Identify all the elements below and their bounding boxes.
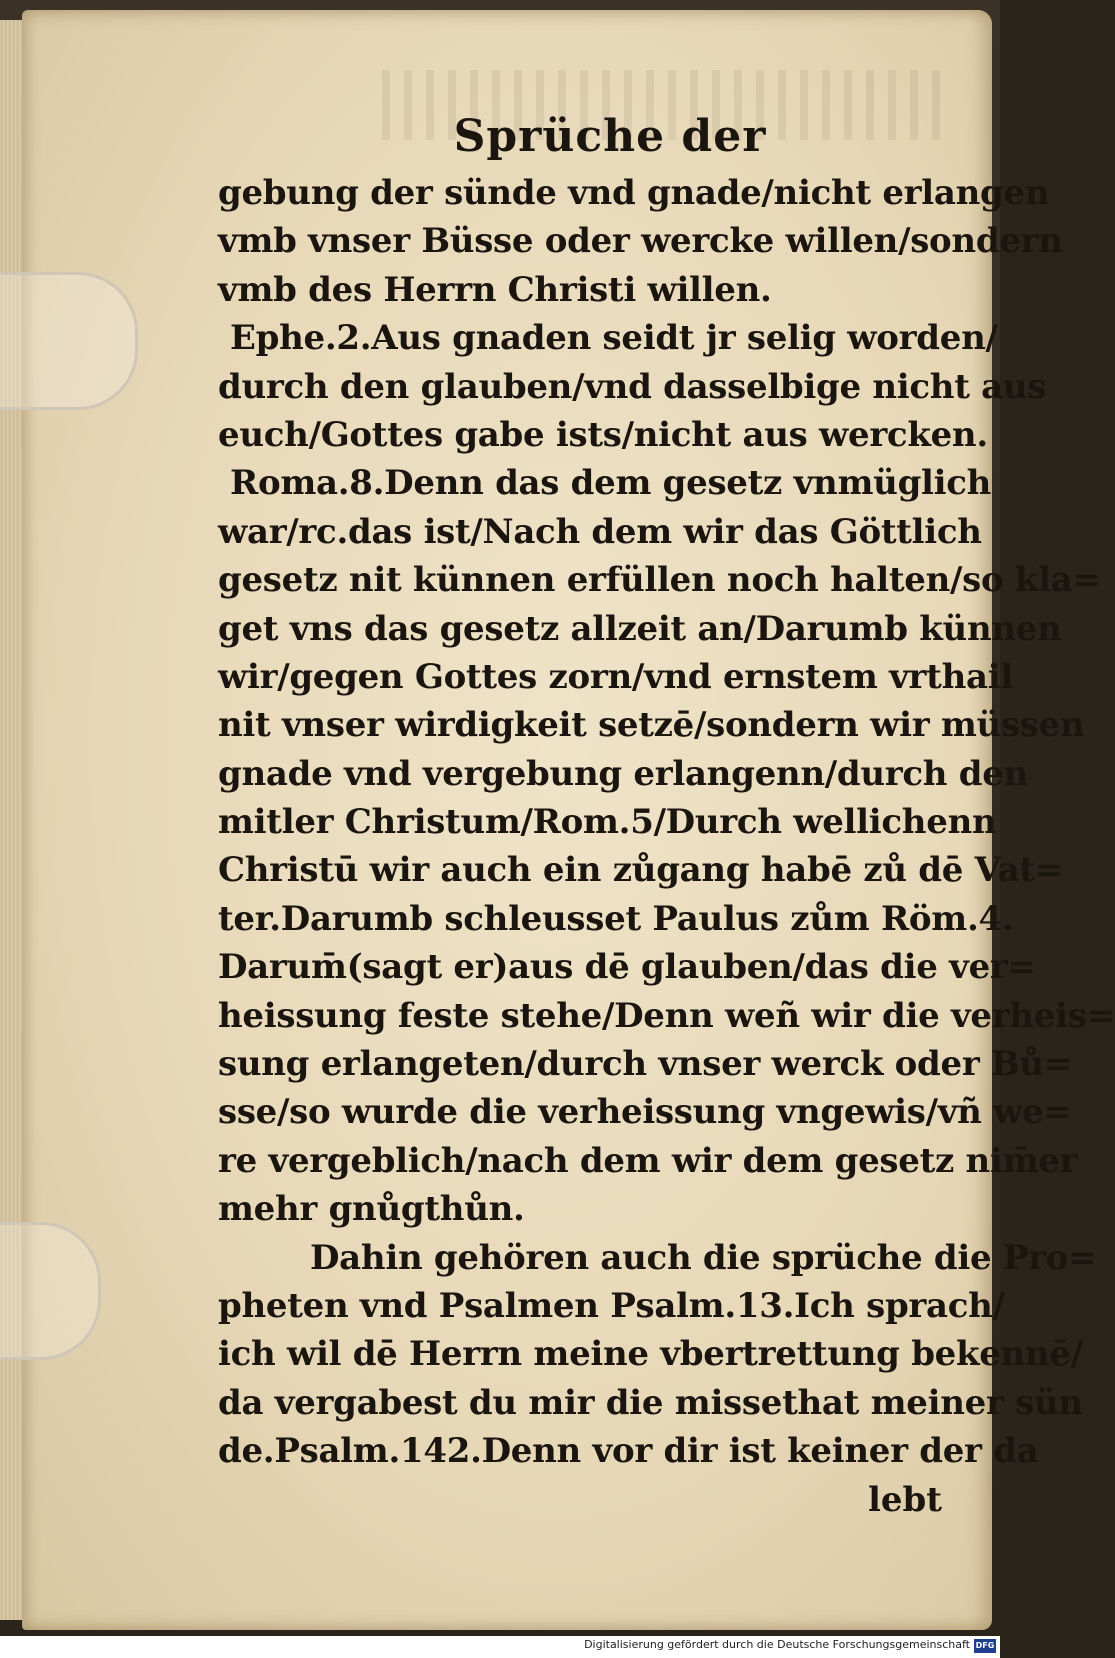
digitization-credit: Digitalisierung gefördert durch die Deutsche Forschungsgemeinschaft <box>584 1638 970 1651</box>
text-line: vmb vnser Büsse oder wercke willen/sondern <box>218 221 1063 262</box>
text-line: de.Psalm.142.Denn vor dir ist keiner der da <box>218 1431 1039 1472</box>
footer-bar <box>0 1636 1000 1658</box>
text-line: Christū wir auch ein zůgang habē zů dē Vat= <box>218 850 1063 891</box>
text-line: nit vnser wirdigkeit setzē/sondern wir müssen <box>218 705 1085 746</box>
text-line: ich wil dē Herrn meine vbertrettung bekennē/ <box>218 1334 1083 1375</box>
text-line: Ephe.2.Aus gnaden seidt jr selig worden/ <box>230 318 998 359</box>
text-line: Roma.8.Denn das dem gesetz vnmüglich <box>230 463 992 504</box>
text-line: ter.Darumb schleusset Paulus zům Röm.4. <box>218 898 1014 939</box>
text-line: vmb des Herrn Christi willen. <box>218 269 772 310</box>
text-line: pheten vnd Psalmen Psalm.13.Ich sprach/ <box>218 1285 1005 1326</box>
dfg-logo: DFG <box>974 1639 996 1653</box>
page-tab-lower <box>0 1222 101 1360</box>
text-line: mehr gnůgthůn. <box>218 1189 525 1230</box>
text-line: sung erlangeten/durch vnser werck oder Bů= <box>218 1044 1073 1085</box>
text-line: euch/Gottes gabe ists/nicht aus wercken. <box>218 414 988 455</box>
text-line: mitler Christum/Rom.5/Durch wellichenn <box>218 802 997 843</box>
page-tab-upper <box>0 272 138 410</box>
text-line: durch den glauben/vnd dasselbige nicht aus <box>218 366 1047 407</box>
text-line: Dahin gehören auch die sprüche die Pro= <box>310 1237 1097 1278</box>
text-block <box>218 105 1115 1524</box>
running-head: Sprüche der <box>453 111 767 162</box>
text-line: sse/so wurde die verheissung vngewis/vñ we= <box>218 1092 1072 1133</box>
text-line: gnade vnd vergebung erlangenn/durch den <box>218 753 1028 794</box>
text-line: war/rc.das ist/Nach dem wir das Göttlich <box>218 511 982 552</box>
text-line: da vergabest du mir die missethat meiner sün <box>218 1382 1083 1423</box>
text-line: re vergeblich/nach dem wir dem gesetz nim̄er <box>218 1140 1078 1181</box>
text-line: wir/gegen Gottes zorn/vnd ernstem vrthail <box>218 656 1013 697</box>
text-line: get vns das gesetz allzeit an/Darumb künnen <box>218 608 1062 649</box>
text-line: gesetz nit künnen erfüllen noch halten/so kla= <box>218 560 1101 601</box>
catchword: lebt <box>867 1479 942 1520</box>
text-line: heissung feste stehe/Denn weñ wir die verheis= <box>218 995 1115 1036</box>
text-line: gebung der sünde vnd gnade/nicht erlangen <box>218 173 1050 213</box>
text-line: Darum̄(sagt er)aus dē glauben/das die ver= <box>218 947 1036 988</box>
